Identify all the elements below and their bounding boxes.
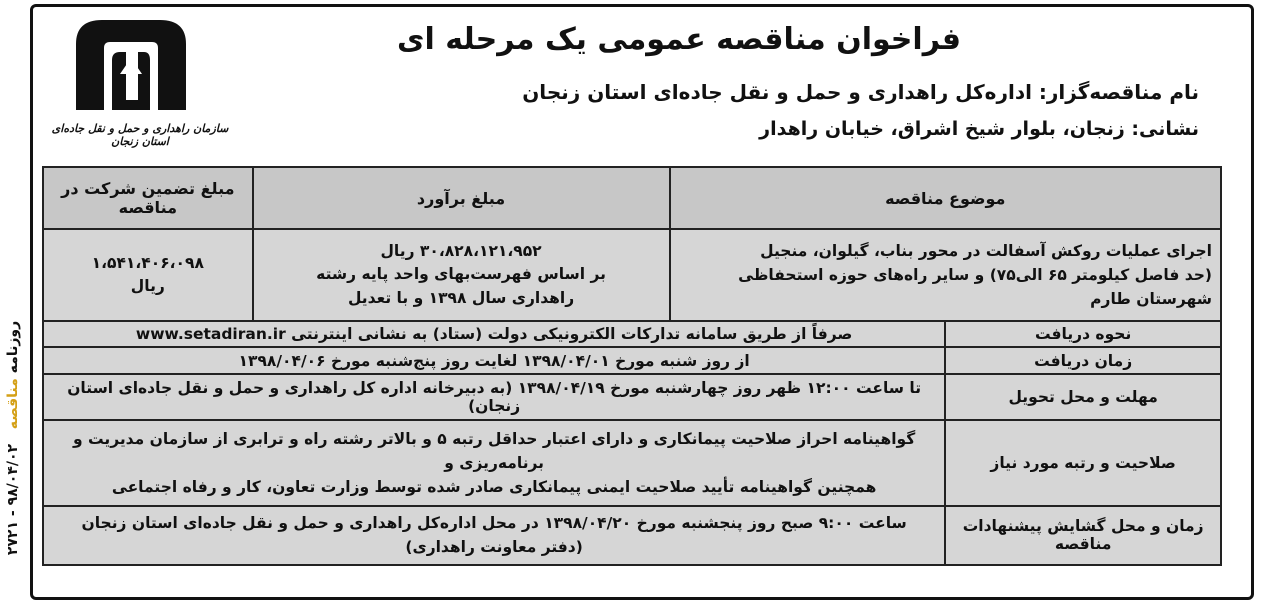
cell-guarantee	[43, 229, 253, 321]
row-value: صرفاً از طریق سامانه تدارکات الکترونیکی دولت (ستاد) به نشانی اینترنتی www.setadiran.ir	[43, 321, 945, 347]
table-row	[43, 347, 1221, 373]
header-estimate: مبلغ برآورد	[253, 167, 670, 229]
estimate-line-1: ۳۰،۸۲۸،۱۲۱،۹۵۲ ریال	[380, 242, 542, 261]
logo-caption: سازمان راهداری و حمل و نقل جاده‌ای استان زنجان	[51, 122, 229, 148]
newspaper-brand: مناقصه	[5, 378, 21, 430]
header-subject: موضوع مناقصه	[670, 167, 1221, 229]
newspaper-side-strip	[0, 300, 26, 610]
row-value	[43, 506, 945, 565]
row-label: مهلت و محل تحویل	[945, 374, 1221, 420]
tender-table	[42, 166, 1222, 566]
cell-estimate	[253, 229, 670, 321]
row-label: صلاحیت و رتبه مورد نیاز	[945, 420, 1221, 506]
row-value: تا ساعت ۱۲:۰۰ ظهر روز چهارشنبه مورخ ۱۳۹۸/۰۴/۱۹ (به دبیرخانه اداره کل راهداری و حمل و نقل جاده‌ای استان زنجان)	[43, 374, 945, 420]
subject-line-1: اجرای عملیات روکش آسفالت در محور بناب، گیلوان، منجیل	[760, 241, 1212, 260]
table-row	[43, 321, 1221, 347]
row-value-line-1: ساعت ۹:۰۰ صبح روز پنجشنبه مورخ ۱۳۹۸/۰۴/۲۰ در محل اداره‌کل راهداری و حمل و نقل جاده‌ای استان زنجان	[81, 514, 907, 533]
row-value-line-1: گواهینامه احراز صلاحیت پیمانکاری و دارای اعتبار حداقل رتبه ۵ و بالاتر رشته راه و ترابری از سازمان مدیریت و برنامه‌ریزی و	[72, 429, 916, 472]
newspaper-issue-label	[5, 293, 21, 583]
subject-line-2: (حد فاصل کیلومتر ۶۵ الی۷۵) و سایر راه‌های حوزه استحفاظی شهرستان طارم	[738, 265, 1212, 308]
table-row	[43, 506, 1221, 565]
guarantee-line-2: ریال	[130, 277, 165, 295]
organization-logo-icon	[72, 14, 190, 114]
guarantee-line-1: ۱،۵۴۱،۴۰۶،۰۹۸	[91, 253, 204, 272]
table-header-row	[43, 167, 1221, 229]
page-title: فراخوان مناقصه عمومی یک مرحله ای	[396, 22, 961, 57]
row-value-line-2: همچنین گواهینامه تأیید صلاحیت ایمنی پیمانکاری صادر شده توسط وزارت تعاون، کار و رفاه اجتماعی	[111, 477, 877, 496]
row-value	[43, 420, 945, 506]
newspaper-issue-number: ۹۸/۰۴/۰۲ - ۲۷۲۱	[5, 443, 21, 556]
newspaper-name-prefix: روزنامه	[5, 320, 21, 374]
table-row	[43, 374, 1221, 420]
address-line: نشانی: زنجان، بلوار شیخ اشراق، خیابان راهدار	[759, 118, 1199, 140]
table-row-main	[43, 229, 1221, 321]
row-label: زمان دریافت	[945, 347, 1221, 373]
row-label: زمان و محل گشایش پیشنهادات مناقصه	[945, 506, 1221, 565]
row-value: از روز شنبه مورخ ۱۳۹۸/۰۴/۰۱ لغایت روز پنج‌شنبه مورخ ۱۳۹۸/۰۴/۰۶	[43, 347, 945, 373]
header-guarantee: مبلغ تضمین شرکت در مناقصه	[43, 167, 253, 229]
table-row	[43, 420, 1221, 506]
organizer-line: نام مناقصه‌گزار: اداره‌کل راهداری و حمل و نقل جاده‌ای استان زنجان	[522, 80, 1199, 104]
estimate-line-3: راهداری سال ۱۳۹۸ و با تعدیل	[347, 288, 575, 307]
cell-subject	[670, 229, 1221, 321]
estimate-line-2: بر اساس فهرست‌بهای واحد پایه رشته	[316, 265, 606, 284]
row-value-line-2: (دفتر معاونت راهداری)	[405, 538, 583, 557]
row-label: نحوه دریافت	[945, 321, 1221, 347]
